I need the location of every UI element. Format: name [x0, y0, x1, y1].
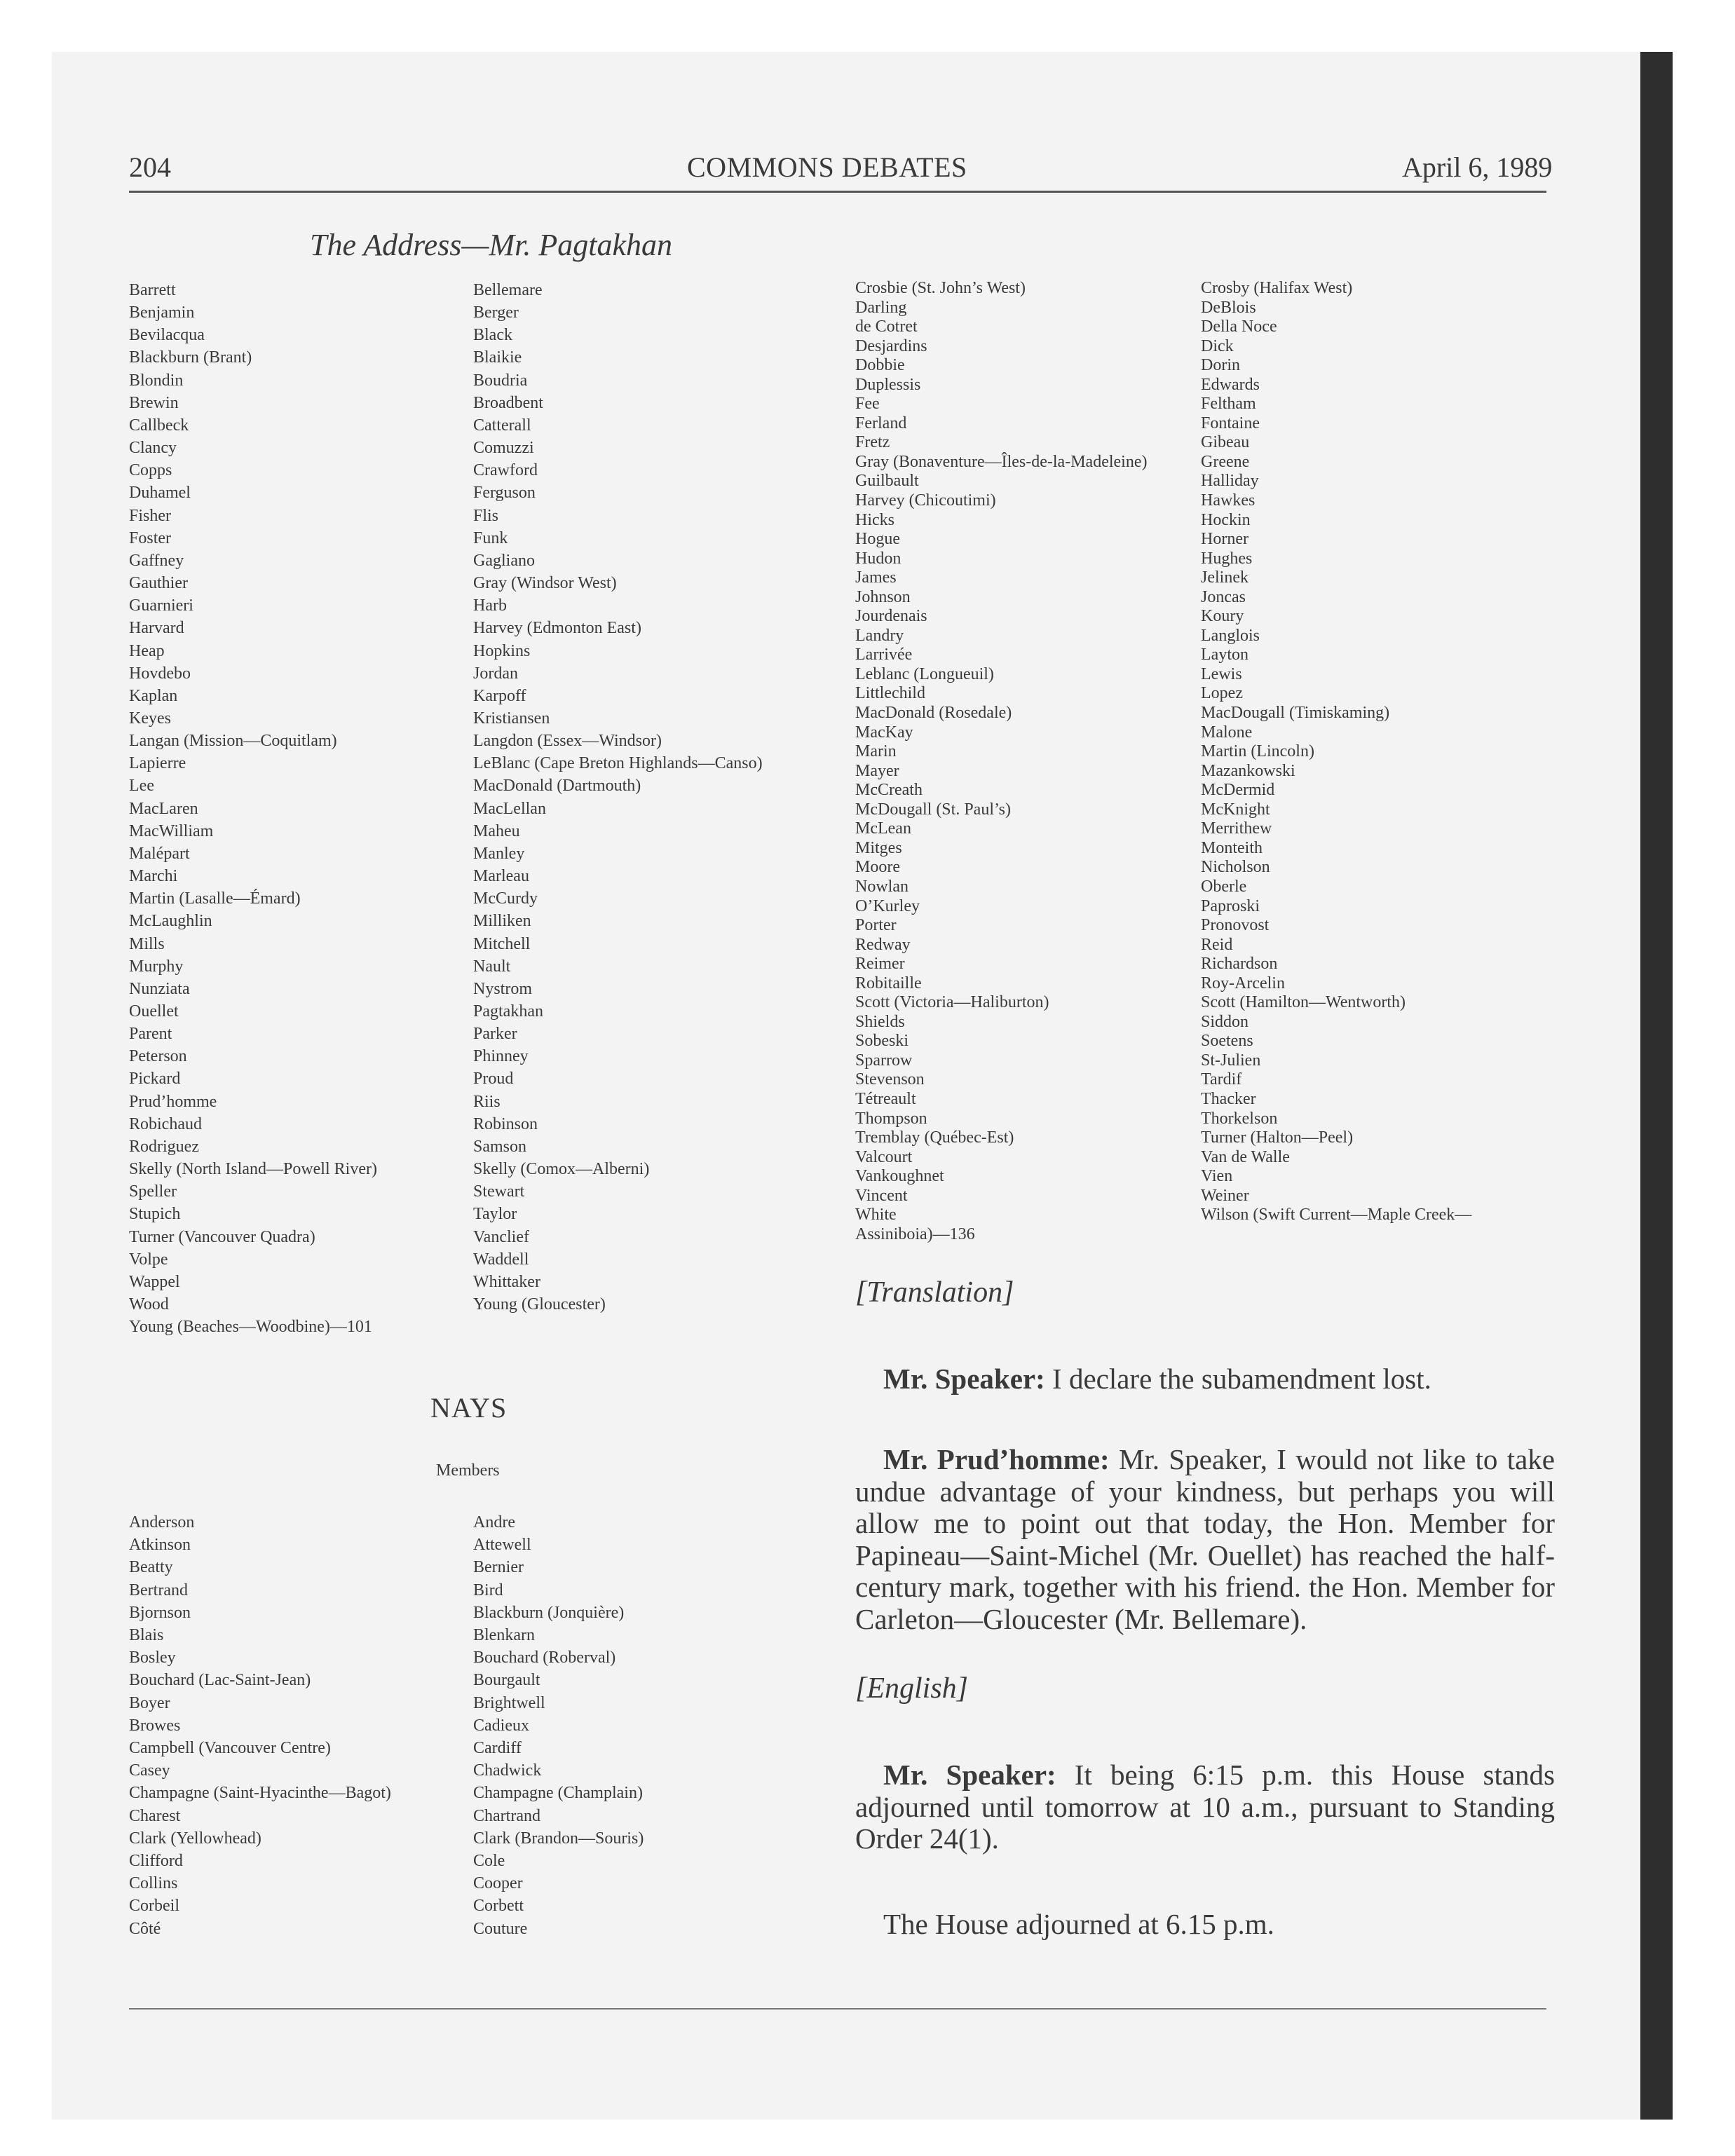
member-name: Jordan [473, 664, 518, 683]
member-name: St-Julien [1201, 1051, 1261, 1070]
member-name: Weiner [1201, 1186, 1249, 1205]
member-name: Sobeski [855, 1032, 909, 1051]
member-name: Fisher [129, 506, 171, 525]
member-name: Stupich [129, 1205, 181, 1224]
footer-rule [129, 2008, 1546, 2010]
member-name: Tremblay (Québec-Est) [855, 1128, 1014, 1147]
publication-title: COMMONS DEBATES [687, 151, 967, 183]
member-name: Darling [855, 298, 907, 317]
member-name: Cardiff [473, 1739, 522, 1758]
speech-text: I declare the subamendment lost. [1045, 1363, 1431, 1395]
member-name: Mills [129, 934, 165, 953]
member-name: Vincent [855, 1186, 908, 1205]
member-name: Redway [855, 935, 911, 954]
english-tag: [English] [855, 1672, 969, 1705]
member-name: Langdon (Essex—Windsor) [473, 732, 662, 751]
member-name: Blenkarn [473, 1626, 535, 1645]
member-name: Bourgault [473, 1671, 540, 1690]
speaker-name: Mr. Speaker: [883, 1759, 1056, 1791]
member-name: Soetens [1201, 1032, 1253, 1051]
speaker-paragraph-2 [855, 1444, 1555, 1635]
member-name: Tétreault [855, 1089, 916, 1108]
member-name: Joncas [1201, 587, 1246, 606]
member-name: Attewell [473, 1536, 531, 1555]
member-name: Jelinek [1201, 568, 1248, 587]
member-name: Larrivée [855, 646, 913, 664]
member-name: Ferguson [473, 484, 536, 503]
adjournment-note: The House adjourned at 6.15 p.m. [883, 1908, 1274, 1940]
member-name: Valcourt [855, 1147, 913, 1166]
member-name: Scott (Victoria—Haliburton) [855, 993, 1049, 1012]
member-name: Oberle [1201, 877, 1247, 896]
member-name: Anderson [129, 1513, 195, 1531]
member-name: Blais [129, 1626, 164, 1645]
member-name: Gray (Windsor West) [473, 574, 617, 593]
member-name: Hopkins [473, 641, 531, 660]
member-name: Shields [855, 1012, 905, 1031]
member-name: Stevenson [855, 1070, 925, 1089]
member-name: Pickard [129, 1070, 181, 1089]
member-name: Thorkelson [1201, 1109, 1278, 1128]
member-name: Duplessis [855, 375, 921, 394]
member-name: Monteith [1201, 838, 1263, 857]
member-name: Paproski [1201, 896, 1260, 915]
member-name: Layton [1201, 646, 1248, 664]
member-name: Kaplan [129, 686, 178, 705]
member-name: McLaughlin [129, 912, 212, 931]
member-name: Marin [855, 742, 897, 761]
member-name: Tardif [1201, 1070, 1242, 1089]
member-name: Browes [129, 1716, 181, 1735]
member-name: Blaikie [473, 348, 522, 367]
member-name: Hughes [1201, 549, 1253, 568]
member-name: Couture [473, 1919, 528, 1938]
member-name: MacLaren [129, 799, 198, 818]
member-name: Chadwick [473, 1761, 542, 1780]
member-name: Bouchard (Lac-Saint-Jean) [129, 1671, 311, 1690]
member-name: Halliday [1201, 472, 1259, 491]
member-name: Waddell [473, 1250, 529, 1269]
yeas-column-3 [855, 279, 1147, 1244]
member-name: Whittaker [473, 1272, 540, 1291]
member-name: Bellemare [473, 281, 543, 299]
member-name: Corbett [473, 1897, 524, 1916]
member-name: Thompson [855, 1109, 927, 1128]
translation-tag: [Translation] [855, 1276, 1014, 1309]
member-name: Langlois [1201, 626, 1260, 645]
member-name: Gibeau [1201, 433, 1250, 452]
member-name: Lopez [1201, 684, 1243, 703]
member-name: Lewis [1201, 664, 1242, 683]
member-name: Merrithew [1201, 819, 1272, 838]
member-name: Beatty [129, 1558, 173, 1577]
member-name: Murphy [129, 957, 184, 976]
member-name: Pronovost [1201, 916, 1270, 935]
header-rule [129, 191, 1546, 193]
member-name: Karpoff [473, 686, 526, 705]
member-name: Nicholson [1201, 858, 1270, 877]
member-name: O’Kurley [855, 896, 920, 915]
member-name: Lee [129, 777, 154, 796]
member-name: Casey [129, 1761, 170, 1780]
member-name: Roy-Arcelin [1201, 974, 1285, 992]
speaker-paragraph-1 [855, 1363, 1555, 1396]
member-name: Bjornson [129, 1603, 191, 1622]
member-name: Clark (Yellowhead) [129, 1829, 261, 1848]
member-name: Clifford [129, 1852, 183, 1871]
member-name: Fontaine [1201, 414, 1260, 432]
member-name: Horner [1201, 530, 1248, 549]
member-name: Harvey (Chicoutimi) [855, 491, 996, 510]
member-name: Champagne (Champlain) [473, 1784, 643, 1803]
member-name: Harvard [129, 619, 184, 638]
member-name: Scott (Hamilton—Wentworth) [1201, 993, 1406, 1012]
member-name: Prud’homme [129, 1092, 217, 1111]
member-name: Corbeil [129, 1897, 179, 1916]
member-name: Dick [1201, 336, 1234, 355]
member-name: de Cotret [855, 318, 918, 336]
member-name: Harb [473, 596, 507, 615]
member-name: Vankoughnet [855, 1167, 944, 1186]
member-name: Nystrom [473, 979, 532, 998]
nays-heading: NAYS [430, 1392, 508, 1424]
running-head: The Address—Mr. Pagtakhan [310, 228, 672, 262]
member-name: Mayer [855, 761, 899, 780]
member-name: Guarnieri [129, 596, 193, 615]
member-name: Boyer [129, 1693, 170, 1712]
member-name: Brightwell [473, 1693, 545, 1712]
member-name: Landry [855, 626, 904, 645]
member-name: Reid [1201, 935, 1233, 954]
member-name: Nowlan [855, 877, 909, 896]
member-name: Catterall [473, 416, 531, 435]
member-name: Gagliano [473, 551, 535, 570]
member-name: Edwards [1201, 375, 1260, 394]
member-name: Côté [129, 1919, 161, 1938]
member-name: Littlechild [855, 684, 925, 703]
member-name: Bertrand [129, 1581, 188, 1599]
member-name: Nunziata [129, 979, 190, 998]
member-name: Funk [473, 528, 508, 547]
member-name: White [855, 1206, 897, 1224]
member-name: Proud [473, 1070, 514, 1089]
member-name: Atkinson [129, 1536, 191, 1555]
member-name: Hockin [1201, 510, 1251, 529]
member-name: Chartrand [473, 1806, 540, 1825]
member-name: Jourdenais [855, 607, 927, 626]
speaker-name: Mr. Prud’homme: [883, 1443, 1110, 1475]
page-number: 204 [129, 151, 171, 183]
member-name: Fretz [855, 433, 890, 452]
member-name: Assiniboia)—136 [855, 1224, 975, 1243]
member-name: Andre [473, 1513, 515, 1531]
member-name: Sparrow [855, 1051, 913, 1070]
member-name: Milliken [473, 912, 531, 931]
member-name: LeBlanc (Cape Breton Highlands—Canso) [473, 754, 763, 773]
member-name: Copps [129, 461, 172, 480]
member-name: Barrett [129, 281, 176, 299]
publication-date: April 6, 1989 [1402, 151, 1553, 183]
member-name: Vien [1201, 1167, 1233, 1186]
member-name: Stewart [473, 1182, 525, 1201]
member-name: Brewin [129, 393, 179, 412]
member-name: Crosby (Halifax West) [1201, 279, 1353, 297]
member-name: Martin (Lincoln) [1201, 742, 1314, 761]
member-name: Black [473, 326, 512, 345]
member-name: Gaffney [129, 551, 184, 570]
member-name: Benjamin [129, 303, 195, 322]
member-name: Rodriguez [129, 1137, 199, 1156]
member-name: Mazankowski [1201, 761, 1295, 780]
member-name: McKnight [1201, 800, 1270, 819]
scan-edge-shadow [1640, 52, 1673, 2120]
member-name: Bevilacqua [129, 326, 205, 345]
member-name: Volpe [129, 1250, 168, 1269]
member-name: Boudria [473, 371, 528, 390]
member-name: Cole [473, 1852, 505, 1871]
member-name: MacDougall (Timiskaming) [1201, 704, 1390, 723]
member-name: Robichaud [129, 1114, 202, 1133]
member-name: McCreath [855, 781, 923, 800]
member-name: Richardson [1201, 955, 1278, 974]
member-name: Guilbault [855, 472, 919, 491]
member-name: Crawford [473, 461, 538, 480]
member-name: Phinney [473, 1047, 529, 1066]
member-name: Hudon [855, 549, 901, 568]
member-name: Marchi [129, 867, 178, 886]
member-name: Ferland [855, 414, 907, 432]
member-name: Bird [473, 1581, 503, 1599]
member-name: Hovdebo [129, 664, 191, 683]
member-name: Charest [129, 1806, 181, 1825]
member-name: Parker [473, 1025, 517, 1044]
speaker-name: Mr. Speaker: [883, 1363, 1045, 1395]
member-name: Harvey (Edmonton East) [473, 619, 641, 638]
member-name: McLean [855, 819, 911, 838]
member-name: Mitges [855, 838, 902, 857]
member-name: Bernier [473, 1558, 524, 1577]
member-name: Thacker [1201, 1089, 1256, 1108]
member-name: Blondin [129, 371, 184, 390]
member-name: Riis [473, 1092, 501, 1111]
member-name: Heap [129, 641, 165, 660]
member-name: Cooper [473, 1874, 523, 1893]
member-name: Leblanc (Longueuil) [855, 664, 994, 683]
member-name: Callbeck [129, 416, 189, 435]
nays-column-1 [129, 1511, 391, 1940]
member-name: Vanclief [473, 1227, 529, 1246]
member-name: Martin (Lasalle—Émard) [129, 889, 301, 908]
member-name: Dorin [1201, 356, 1240, 375]
member-name: McDermid [1201, 781, 1275, 800]
member-name: Moore [855, 858, 900, 877]
member-name: Bosley [129, 1649, 176, 1667]
member-name: Feltham [1201, 395, 1256, 414]
member-name: Taylor [473, 1205, 517, 1224]
member-name: Porter [855, 916, 897, 935]
member-name: Hicks [855, 510, 894, 529]
member-name: Malépart [129, 844, 190, 863]
member-name: Turner (Halton—Peel) [1201, 1128, 1354, 1147]
member-name: MacDonald (Rosedale) [855, 704, 1012, 723]
member-name: Fee [855, 395, 880, 414]
member-name: Cadieux [473, 1716, 529, 1735]
speech-text: It being 6:15 p.m. this House stands adjourned until tomorrow at 10 a.m., pursuant to Standing Order 24(1). [855, 1759, 1555, 1855]
member-name: Koury [1201, 607, 1244, 626]
member-name: Blackburn (Jonquière) [473, 1603, 625, 1622]
member-name: Young (Gloucester) [473, 1295, 606, 1314]
nays-column-2 [473, 1511, 644, 1940]
member-name: Ouellet [129, 1002, 179, 1021]
yeas-column-2 [473, 279, 763, 1316]
member-name: Bouchard (Roberval) [473, 1649, 616, 1667]
member-name: Wilson (Swift Current—Maple Creek— [1201, 1206, 1472, 1224]
member-name: Turner (Vancouver Quadra) [129, 1227, 315, 1246]
member-name: McCurdy [473, 889, 538, 908]
member-name: Pagtakhan [473, 1002, 543, 1021]
member-name: MacDonald (Dartmouth) [473, 777, 641, 796]
member-name: Dobbie [855, 356, 905, 375]
member-name: Robitaille [855, 974, 922, 992]
member-name: Campbell (Vancouver Centre) [129, 1739, 331, 1758]
member-name: Mitchell [473, 934, 531, 953]
member-name: Kristiansen [473, 709, 550, 728]
speech-text: Mr. Speaker, I would not like to take undue advantage of your kindness, but perhaps you will allow me to point out that today, the Hon. Member for Papineau—Saint-Michel (Mr. Ouellet) has reached the half-century mark, together with his friend. the Hon. Member for Carleton—Gloucester (Mr. Bellemare). [855, 1443, 1555, 1635]
member-name: Peterson [129, 1047, 187, 1066]
member-name: Hawkes [1201, 491, 1256, 510]
member-name: Langan (Mission—Coquitlam) [129, 732, 337, 751]
speaker-paragraph-3 [855, 1759, 1555, 1855]
member-name: Siddon [1201, 1012, 1249, 1031]
member-name: Hogue [855, 530, 900, 549]
member-name: Wappel [129, 1272, 180, 1291]
member-name: Collins [129, 1874, 178, 1893]
member-name: Della Noce [1201, 318, 1277, 336]
member-name: Comuzzi [473, 439, 534, 458]
member-name: Greene [1201, 452, 1250, 471]
member-name: Skelly (North Island—Powell River) [129, 1160, 377, 1179]
member-name: Marleau [473, 867, 529, 886]
member-name: Malone [1201, 723, 1253, 742]
member-name: Gray (Bonaventure—Îles-de-la-Madeleine) [855, 452, 1148, 471]
member-name: Wood [129, 1295, 169, 1314]
member-name: Maheu [473, 821, 520, 840]
member-name: Blackburn (Brant) [129, 348, 252, 367]
yeas-column-4 [1201, 279, 1471, 1225]
member-name: Van de Walle [1201, 1147, 1290, 1166]
member-name: Broadbent [473, 393, 543, 412]
member-name: Skelly (Comox—Alberni) [473, 1160, 650, 1179]
members-label: Members [436, 1461, 500, 1480]
member-name: Clancy [129, 439, 177, 458]
member-name: Desjardins [855, 336, 927, 355]
member-name: MacLellan [473, 799, 546, 818]
member-name: Keyes [129, 709, 171, 728]
member-name: McDougall (St. Paul’s) [855, 800, 1011, 819]
member-name: Reimer [855, 955, 905, 974]
member-name: MacKay [855, 723, 913, 742]
member-name: DeBlois [1201, 298, 1256, 317]
member-name: Manley [473, 844, 525, 863]
member-name: Gauthier [129, 574, 188, 593]
member-name: Parent [129, 1025, 172, 1044]
member-name: Speller [129, 1182, 177, 1201]
member-name: Crosbie (St. John’s West) [855, 279, 1026, 297]
member-name: Samson [473, 1137, 527, 1156]
member-name: James [855, 568, 897, 587]
member-name: MacWilliam [129, 821, 214, 840]
member-name: Young (Beaches—Woodbine)—101 [129, 1318, 372, 1337]
member-name: Nault [473, 957, 511, 976]
member-name: Berger [473, 303, 519, 322]
member-name: Duhamel [129, 484, 191, 503]
member-name: Robinson [473, 1114, 538, 1133]
member-name: Flis [473, 506, 499, 525]
yeas-column-1 [129, 279, 377, 1338]
member-name: Foster [129, 528, 171, 547]
member-name: Clark (Brandon—Souris) [473, 1829, 644, 1848]
member-name: Champagne (Saint-Hyacinthe—Bagot) [129, 1784, 391, 1803]
member-name: Lapierre [129, 754, 186, 773]
member-name: Johnson [855, 587, 911, 606]
